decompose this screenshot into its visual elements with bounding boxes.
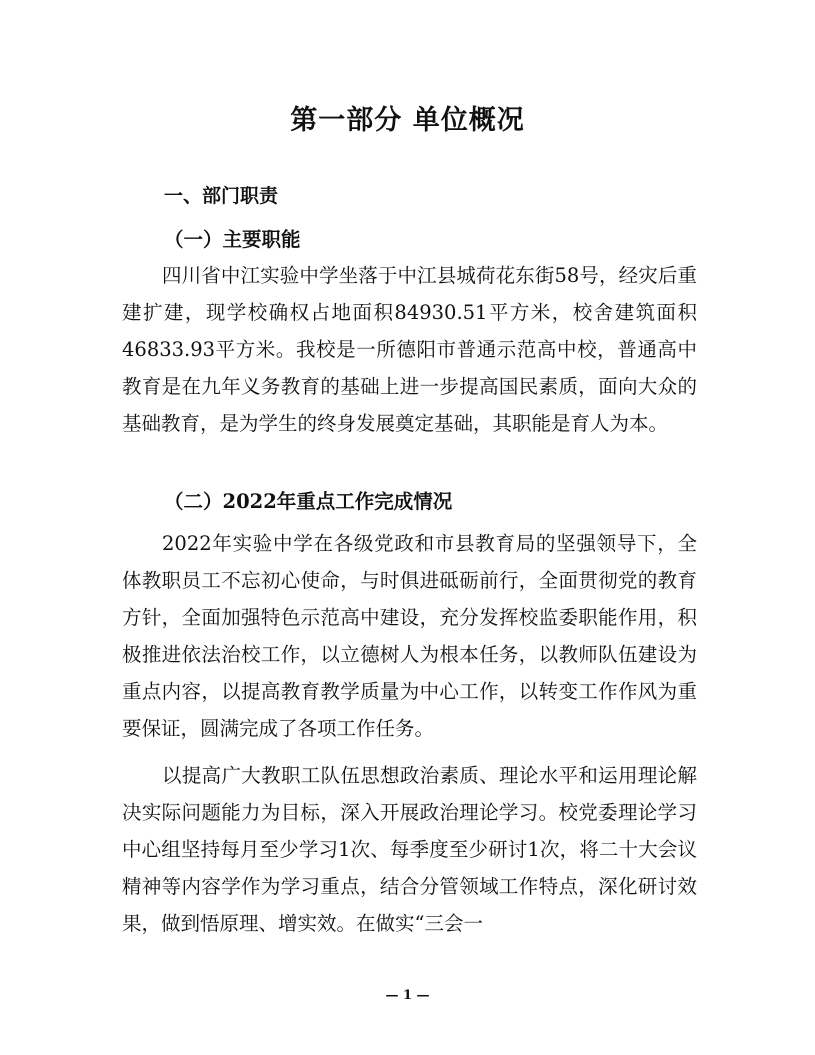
subsection-heading-main-functions: （一）主要职能 [164,228,301,251]
page-number: — 1 — [385,988,430,1003]
paragraph-school-overview: 四川省中江实验中学坐落于中江县城荷花东街58号，经灾后重建扩建，现学校确权占地面积84930.51平方米，校舍建筑面积46833.93平方米。我校是一所德阳市普通示范高中校，普通高中教育是在九年义务教育的基础上进一步提高国民素质，面向大众的基础教育，是为学生的终身发展奠定基础，其职能是育人为本。 [122,264,697,435]
paragraph-work-summary: 2022年实验中学在各级党政和市县教育局的坚强领导下，全体教职员工不忘初心使命，与时俱进砥砺前行，全面贯彻党的教育方针，全面加强特色示范高中建设，充分发挥校监委职能作用，积极推进依法治校工作，以立德树人为根本任务，以教师队伍建设为重点内容，以提高教育教学质量为中心工作，以转变工作作风为重要保证，圆满完成了各项工作任务。 [122,532,697,740]
paragraph-political-study: 以提高广大教职工队伍思想政治素质、理论水平和运用理论解决实际问题能力为目标，深入开展政治理论学习。校党委理论学习中心组坚持每月至少学习1次、每季度至少研讨1次，将二十大会议精神等内容学作为学习重点，结合分管领域工作特点，深化研讨效果，做到悟原理、增实效。在做实“三会一 [122,764,697,935]
subsection-heading-key-work-2022: （二）2022年重点工作完成情况 [164,490,453,513]
section-heading-duties: 一、部门职责 [164,185,279,207]
page-title: 第一部分 单位概况 [290,105,525,136]
